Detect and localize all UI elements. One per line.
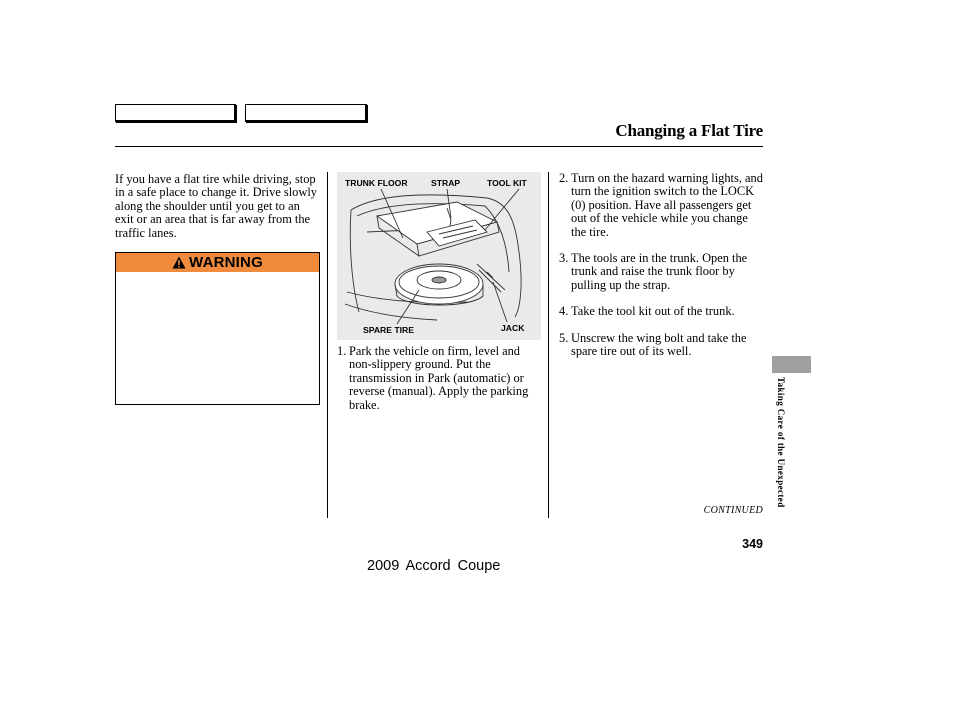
step-item [559, 252, 764, 292]
label-trunk-floor: TRUNK FLOOR [345, 178, 408, 188]
step-item [559, 332, 764, 359]
warning-box [115, 252, 320, 405]
step-item [559, 172, 764, 239]
section-side-label: Taking Care of the Unexpected [776, 377, 786, 508]
section-tab[interactable] [772, 356, 811, 373]
nav-button-index[interactable] [245, 104, 367, 122]
footer-model: 2009 Accord Coupe [367, 558, 501, 574]
step-number: 4. [559, 304, 569, 318]
trunk-drawing [337, 172, 541, 340]
step-item [559, 305, 764, 318]
nav-button-contents[interactable] [115, 104, 236, 122]
step-text: Take the tool kit out of the trunk. [571, 304, 735, 318]
column-divider [327, 172, 328, 518]
page-number: 349 [742, 537, 763, 551]
column-divider [548, 172, 549, 518]
label-jack: JACK [501, 323, 525, 333]
step-item [337, 345, 542, 412]
step-number: 2. [559, 171, 569, 185]
step-number: 3. [559, 251, 569, 265]
label-spare-tire: SPARE TIRE [363, 325, 414, 335]
step-text: The tools are in the trunk. Open the trunk and raise the trunk floor by pulling up the strap. [571, 251, 748, 292]
step-number: 1. [337, 344, 347, 358]
title-rule [115, 146, 763, 147]
continued-label: CONTINUED [703, 505, 763, 516]
step-number: 5. [559, 331, 569, 345]
warning-header [116, 253, 319, 272]
warning-triangle-icon [172, 256, 186, 269]
page-title: Changing a Flat Tire [615, 121, 763, 140]
step-text: Turn on the hazard warning lights, and turn the ignition switch to the LOCK (0) position. Have all passengers get out of the vehicle while you change the tire. [571, 171, 763, 239]
warning-label: WARNING [189, 254, 263, 271]
step-text: Park the vehicle on firm, level and non-slippery ground. Put the transmission in Park (automatic) or reverse (manual). Apply the parking brake. [349, 344, 529, 412]
step-text: Unscrew the wing bolt and take the spare tire out of its well. [571, 331, 747, 359]
trunk-illustration [337, 172, 541, 340]
intro-paragraph: If you have a flat tire while driving, stop in a safe place to change it. Drive slowly along the shoulder until you get to an exit or an area that is far away from the traffic lanes. [115, 172, 317, 240]
label-tool-kit: TOOL KIT [487, 178, 527, 188]
label-strap: STRAP [431, 178, 461, 188]
